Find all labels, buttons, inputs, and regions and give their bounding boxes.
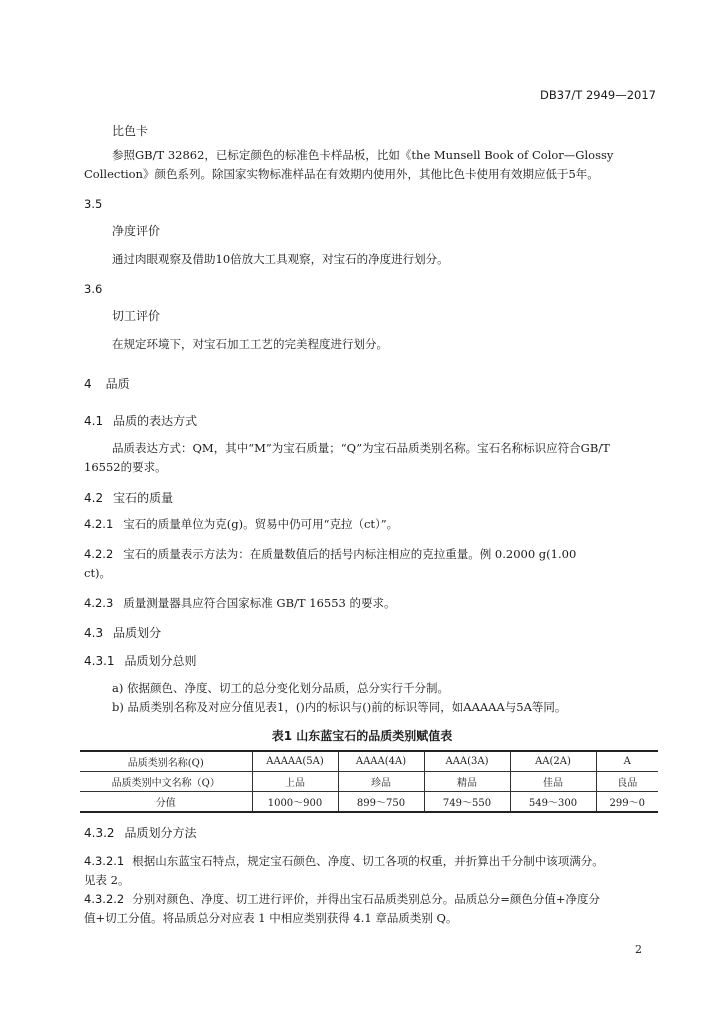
section-heading-4-2 <box>84 489 173 506</box>
clause-number: 3.5 <box>84 197 103 211</box>
quality-grade-table <box>80 750 658 813</box>
table-cell: 1000～900 <box>252 792 338 813</box>
section-heading-4-3-1 <box>84 652 197 669</box>
table-cell: 分值 <box>80 792 252 813</box>
clause-text: 根据山东蓝宝石特点，规定宝石颜色、净度、切工各项的权重，并折算出千分制中该项满分。 <box>132 854 604 868</box>
table-cell: 品质类别中文名称（Q） <box>80 772 252 792</box>
table-cell: 899～750 <box>338 792 424 813</box>
table-row <box>80 792 658 813</box>
clause-4-3-2-1 <box>84 853 604 869</box>
table-cell: AAAA(4A) <box>338 751 424 772</box>
clause-text: 宝石的质量表示方法为：在质量数值后的括号内标注相应的克拉重量。例 0.2000 g(1.00 <box>123 547 577 561</box>
table-cell: 上品 <box>252 772 338 792</box>
list-item-b: b) 品质类别名称及对应分值见表1，()内的标识与()前的标识等同，如AAAAA与5A等同。 <box>112 700 567 714</box>
section-title: 宝石的质量 <box>113 491 174 505</box>
paragraph-line: Collection》颜色系列。除国家实物标准样品在有效期内使用外，其他比色卡使用有效期应低于5年。 <box>84 167 599 181</box>
clause-number: 4.2.2 <box>84 547 114 561</box>
clause-text: 分别对颜色、净度、切工进行评价，并得出宝石品质类别总分。品质总分=颜色分值+净度分 <box>132 892 601 906</box>
table-cell: 珍品 <box>338 772 424 792</box>
clause-number: 4.2.1 <box>84 517 114 531</box>
section-title: 品质划分 <box>113 626 162 640</box>
table-cell: 佳品 <box>510 772 596 792</box>
paragraph-line: 品质表达方式：QM，其中“M”为宝石质量；“Q”为宝石品质类别名称。宝石名称标识应符合GB/T <box>112 441 610 455</box>
section-number: 4.2 <box>84 491 104 505</box>
section-title: 品质划分方法 <box>124 826 197 840</box>
section-heading-4-3 <box>84 624 161 641</box>
paragraph-line: ct)。 <box>84 566 112 580</box>
section-heading-4 <box>84 375 130 392</box>
section-heading-4-1 <box>84 412 197 429</box>
paragraph-line: 通过肉眼观察及借助10倍放大工具观察，对宝石的净度进行划分。 <box>112 252 449 266</box>
table-caption: 表1 山东蓝宝石的品质类别赋值表 <box>271 729 453 743</box>
section-title: 品质 <box>105 377 130 391</box>
section-number: 4.3.2 <box>84 826 115 840</box>
clause-text: 质量测量器具应符合国家标准 GB/T 16553 的要求。 <box>123 596 396 610</box>
table-row <box>80 751 658 772</box>
table-cell: 品质类别名称(Q) <box>80 751 252 772</box>
term-color-card: 比色卡 <box>112 124 149 138</box>
clause-text: 宝石的质量单位为克(g)。贸易中仍可用“克拉（ct）”。 <box>123 517 399 531</box>
paragraph-line: 参照GB/T 32862，已标定颜色的标准色卡样品板，比如《the Munsell Book of Color—Glossy <box>112 148 614 162</box>
table-cell: A <box>596 751 658 772</box>
section-number: 4.3 <box>84 626 104 640</box>
page-number: 2 <box>635 943 642 956</box>
clause-4-3-2-2 <box>84 891 600 907</box>
table-cell: 299～0 <box>596 792 658 813</box>
clause-4-2-2 <box>84 546 576 562</box>
paragraph-line: 值+切工分值。将品质总分对应表 1 中相应类别获得 4.1 章品质类别 Q。 <box>84 911 458 925</box>
section-number: 4.1 <box>84 414 104 428</box>
term-clarity-grading: 净度评价 <box>112 224 161 238</box>
table-cell: AAA(3A) <box>424 751 510 772</box>
list-item-a: a) 依据颜色、净度、切工的总分变化划分品质，总分实行千分制。 <box>112 681 449 695</box>
paragraph-line: 见表 2。 <box>84 873 130 887</box>
table-cell: 749～550 <box>424 792 510 813</box>
table-row <box>80 772 658 792</box>
table-cell: AA(2A) <box>510 751 596 772</box>
table-cell: 良品 <box>596 772 658 792</box>
paragraph-line: 16552的要求。 <box>84 460 167 474</box>
term-cut-grading: 切工评价 <box>112 309 161 323</box>
standard-code: DB37/T 2949—2017 <box>540 88 656 102</box>
clause-4-2-3 <box>84 595 396 611</box>
section-heading-4-3-2 <box>84 824 197 841</box>
clause-4-2-1 <box>84 516 398 532</box>
section-number: 4.3.1 <box>84 654 115 668</box>
table-cell: 精品 <box>424 772 510 792</box>
clause-number: 3.6 <box>84 282 103 296</box>
section-number: 4 <box>84 377 92 391</box>
table-cell: 549～300 <box>510 792 596 813</box>
table-cell: AAAAA(5A) <box>252 751 338 772</box>
clause-number: 4.3.2.1 <box>84 854 125 868</box>
clause-number: 4.2.3 <box>84 596 114 610</box>
section-title: 品质的表达方式 <box>113 414 198 428</box>
section-title: 品质划分总则 <box>124 654 197 668</box>
clause-number: 4.3.2.2 <box>84 892 125 906</box>
paragraph-line: 在规定环境下，对宝石加工工艺的完美程度进行划分。 <box>112 337 388 351</box>
